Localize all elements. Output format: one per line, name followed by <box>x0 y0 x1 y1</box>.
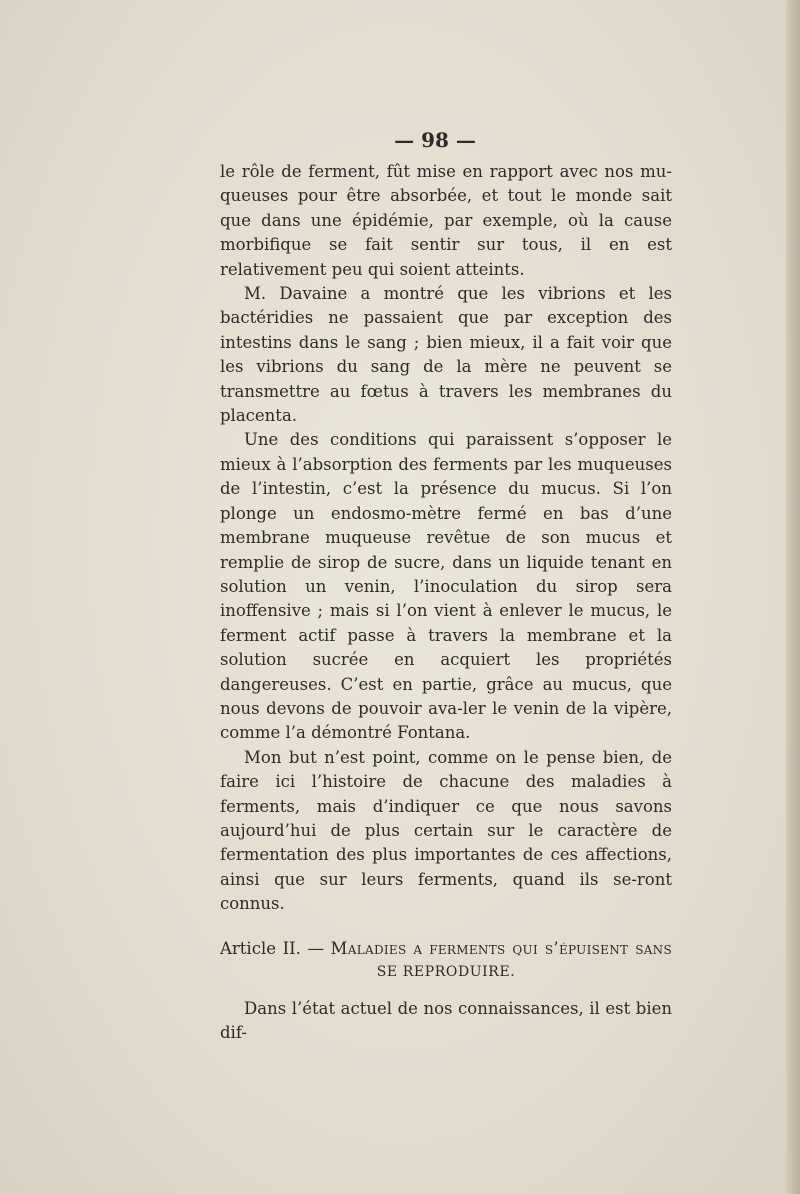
closing-line: Dans l’état actuel de nos connaissances, il est bien dif- <box>220 998 672 1042</box>
paragraph-continuation: le rôle de ferment, fût mise en rapport avec nos mu-queuses pour être absorbée, et tout le monde sait que dans une épidémie, par exemple, où la cause morbifique se fait sentir sur tous, il en est relativement peu qui soient atteints. <box>220 162 672 279</box>
page-number: — 98 — <box>394 128 476 152</box>
paragraph-davaine: M. Davaine a montré que les vibrions et les bactéridies ne passaient que par exception des intestins dans le sang ; bien mieux, il a fait voir que les vibrions du sang de la mère ne peuvent se transmettre au fœtus à travers les membranes du placenta. <box>220 284 672 426</box>
section-heading-continued: SE REPRODUIRE. <box>376 963 516 980</box>
section-heading-prefix: Article II. — <box>220 938 331 958</box>
paragraph-purpose: Mon but n’est point, comme on le pense bien, de faire ici l’histoire de chacune des maladies à ferments, mais d’indiquer ce que nous savons aujourd’hui de plus certain sur le caractère de fermentation des plus importantes de ces affections, ainsi que sur leurs ferments, quand ils se-ront connus. <box>220 747 672 914</box>
section-heading <box>220 937 672 961</box>
paragraph-mucus: Une des conditions qui paraissent s’opposer le mieux à l’absorption des ferments par les muqueuses de l’intestin, c’est la présence du mucus. Si l’on plonge un endosmo-mètre fermé en bas d’une membrane muqueuse revêtue de son mucus et remplie de sirop de sucre, dans un liquide tenant en solution un venin, l’inoculation du sirop sera inoffensive ; mais si l’on vient à enlever le mucus, le ferment actif passe à travers la membrane et la solution sucrée en acquiert les propriétés dangereuses. C’est en partie, grâce au mucus, que nous devons de pouvoir ava-ler le venin de la vipère, comme l’a démontré Fontana. <box>220 430 672 743</box>
page-edge-shadow <box>786 0 800 1194</box>
body-text <box>220 160 672 1045</box>
section-heading-title: Maladies a ferments qui s’épuisent sans <box>330 938 673 958</box>
